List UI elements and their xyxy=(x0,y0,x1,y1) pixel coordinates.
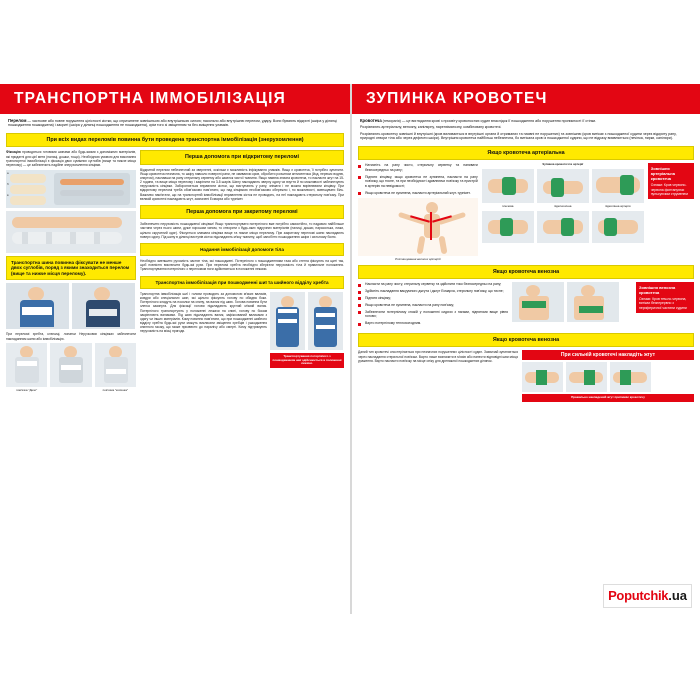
venous-photo-1 xyxy=(512,282,564,322)
brand-tld: .ua xyxy=(668,588,687,603)
closed-fracture-title: Перша допомога при закритому переломі xyxy=(140,205,344,219)
arm-sling-photos xyxy=(6,283,136,329)
right-intro xyxy=(352,114,700,143)
right-intro-p2: Розрізняють артеріальну, венозну, капілярну, паренхіматозну, комбіновану кровотечі. xyxy=(360,125,502,130)
arterial-list xyxy=(358,163,478,195)
arterial-photo-2 xyxy=(537,169,589,203)
needed-help-text: Необхідно зменшити рухомість частин тіла, які пошкоджені. Потерпілого з пошкодженнями таза або стегна фіксують на щиті так, щоб повністю виключити будь-які рухи. При переломі хребта необхідно зберігати нерухомість тіла й правильне положення. Транспортування потерпілого з переломом ноги здійснюється в положенні лежачи. xyxy=(140,259,344,272)
arterial-photos-row2 xyxy=(482,211,644,243)
closed-fracture-text: Забезпечити нерухомість пошкодженої кінцівки! Якщо транспортувати потерпілого вже потрібно самостійно, то надаємо найбільше частини через нього шини, дуже хорошим чином, то створити з будь-яких підручних матеріалів (палиці, дошки, парасолька, лижи, щільно скручений одяг). Фіксується зламана кінцівка вище та нижче місця перелому. При закритому переломі шини накладають поверх одягу. Під шину в ділянці виступів кісток підкладають м'яку тканину, щоб запобігти пошкодженню шкіри і сильному болю. xyxy=(140,222,344,239)
list-item: Здійсніть накладання вакуумного джгута і джгут Есмарха, стерильну пов'язку, що тисне; xyxy=(358,289,508,293)
list-item: Варто потерпілому теплохолодним. xyxy=(358,321,508,325)
venous-list xyxy=(358,282,508,325)
venous-title-2: Якщо кровотеча венозна xyxy=(358,333,694,347)
artery-scheme xyxy=(358,198,478,256)
transport-title: Транспортна іммобілізація при пошкодженні шиї та шийного відділу хребта xyxy=(140,276,344,290)
venous-text-2: Даний тип кровотечі спостерігається при незначних порушеннях цілісності судин. Зазвичай зупиняється через накладання стерильної пов'язки. Варто лише визначити в м'язів або нанести відповідні шви місця ураження. Варто накласти пов'язку на місце опіку для дренажної пошкоджених ділянок. xyxy=(358,350,518,363)
bandage-figure-2 xyxy=(50,343,91,387)
left-banner: При всіх видах переломів повинна бути проведена транспортна іммобілізація (знерухомлення) xyxy=(6,133,344,147)
left-title: ТРАНСПОРТНА ІММОБІЛІЗАЦІЯ xyxy=(14,90,287,107)
stretcher-note: При переломі хребта, ключиці, лопатки Неручкових кінцівках забезпечити накладанням шини або іммобілізацію. xyxy=(6,332,136,341)
arterial-photos-row1 xyxy=(482,169,644,203)
needed-help-title: Надання іммобілізації допомоги тіла xyxy=(140,243,344,257)
list-item: Якщо кровотеча не зупинена, накласти артеріальний жгут-турнікет. xyxy=(358,191,478,195)
arterial-photo-label-3: підколінна артерія xyxy=(604,204,631,209)
venous-photo-2 xyxy=(567,282,619,322)
open-fracture-title: Перша допомога при відкритому переломі xyxy=(140,150,344,164)
bandage-figures xyxy=(6,343,136,387)
external-venous-note xyxy=(636,282,694,313)
list-item: Підняти кінцівку; xyxy=(358,296,508,300)
arterial-photo-label-2: підключична xyxy=(553,204,572,209)
bone-fracture-illustration xyxy=(6,170,136,208)
fix-note2: Транспортна шина повинна фіксувати не менше двох суглобів, поряд з якими знаходиться перелом (вище та нижче місця перелому). xyxy=(6,256,136,281)
venous-title: Якщо кровотеча венозна xyxy=(358,265,694,279)
tourniquet-photo-2 xyxy=(566,362,607,392)
arterial-photo-6 xyxy=(592,211,644,243)
bandage-figure-3 xyxy=(95,343,136,387)
tourniquet-photos xyxy=(522,362,694,392)
neck-immobilization-photos xyxy=(270,292,344,350)
left-intro-text: — часткове або повне порушення цілісності кістки, що спричинене зовнішньою або внутрішньою силою; насильно або внутрішню перелом, удару. Вони бувають відкриті (шкіра у ділянці пошкодження пошкоджена) і закриті (шкіра у ділянці пошкодження не пошкоджена), крім того зі зміщенням та без зміщення уламків. xyxy=(8,119,337,128)
arterial-title: Якщо кровотеча артеріальна xyxy=(358,146,694,160)
bone-label-a: а xyxy=(7,170,9,175)
tourniquet-title: При сильній кровотечі накладіть жгут xyxy=(522,350,694,360)
brand-name: Poputchik xyxy=(608,588,669,603)
left-sub-column-2 xyxy=(140,150,344,392)
list-item: Підняти кінцівку, якщо кровотеча не зупинена, накласти на рану пов'язку, що тисне, та при необхідності здавлюючи пов'язку та пристрій в артерію на невідомості; xyxy=(358,175,478,188)
arterial-photo-5 xyxy=(537,211,589,243)
capillary-section xyxy=(352,350,700,402)
left-intro-lead: Перелом xyxy=(8,118,27,123)
list-item: Накласти на рану чисту, стерильну серветку та здійснити тиск безпосередньо на рану; xyxy=(358,282,508,286)
arterial-caption: Зупинка кровотечі в артерії xyxy=(542,162,584,167)
tourniquet-note: Правильно накладений жгут припиняє кровотечу xyxy=(522,394,694,402)
neck-photo-2 xyxy=(308,292,343,350)
fix-note-text: проводяться готовими шинами або будь-якими з допоміжних матеріалів, які придатні для цієї мети (палиці, дошки, тощо). Необхідною умовою для виконання транспортної іммобілізації є фіксація двох суміжних суглобів (вище та нижче місця перелому) — це забезпечить надійне знерухомлення кінцівки. xyxy=(6,150,136,167)
right-intro-text: (геморагія) — це виглядання крові з просвіту кровоносних судин внаслідок її пошкодження або порушення проникності її стінки. xyxy=(381,119,597,123)
venous-photos xyxy=(512,282,632,322)
list-item: Якщо кровотеча не зупинена, накласти на рану пов'язку; xyxy=(358,303,508,307)
left-sub-column xyxy=(6,150,136,392)
right-intro-lead: Кровотеча xyxy=(360,118,382,123)
fix-note-title: Фіксацію xyxy=(6,150,21,155)
brand-logo xyxy=(603,584,692,608)
tourniquet-photo-3 xyxy=(610,362,651,392)
vest-label-b: пов'язка "косинка" xyxy=(102,387,128,392)
right-intro-p3: Розрізняють кровотечу зовнішні й внутрішні (кров виливається в внутрішні органи й отриманих та наявні не порушених) та зовнішню (кров витікає з пошкодженої судини через відкриту рану, природні отвори тіла або через дефекти шкіри). Внутрішня кровотеча найбільш небезпечна, бо витікала кров із пошкодженої судини, що не відразу виявляється (печінка, нирки, капіляри). xyxy=(360,131,677,141)
arterial-photo-label-1: плечова xyxy=(502,204,514,209)
arterial-photo-3 xyxy=(592,169,644,203)
artery-scheme-caption: Розташування великих артерій xyxy=(395,256,441,261)
leg-splint-photo xyxy=(6,211,136,253)
transport-text: Транспортна іммобілізація шиї і голови проводять за допомогою м'яких валиків, ковдри або спеціальних шин, які щільно фіксують голову по обидва боки. Потерпілого кладуть на носилки на спину, на валик під шию. Голова повинна бути злегка закинута. Для фіксації голови підкладають круглий м'який валик. Потерпілого транспортують у положенні лежачи на спині, голову по бокам закріпляють валиками. Під шию підкладають валик, зафіксований валиками з одягу чи інших матеріалів. Кому повинно пам'ятати, що при пошкодженні шийного відділу хребта будь-які рухи можуть викликати зміщення хребців і ушкодження спинного мозку, що може призвести до паралічу або смерті. Кому підтримують нерухомість на місці пригоди. xyxy=(140,292,267,334)
fix-note xyxy=(6,150,136,166)
tourniquet-photo-1 xyxy=(522,362,563,392)
arm-sling-photo-1 xyxy=(6,283,69,329)
external-arterial-note-text: Ознаки: Кров червоно-червона фонтануючи пульсуючим струменем xyxy=(650,183,688,196)
list-item: Натисніть на рану чисто, стерильну серветку та напивати безпосередньо на рану; xyxy=(358,163,478,172)
right-title: ЗУПИНКА КРОВОТЕЧ xyxy=(366,90,548,107)
venous-section xyxy=(352,282,700,328)
arm-sling-photo-2 xyxy=(72,283,135,329)
external-arterial-note xyxy=(648,163,694,199)
arterial-photo-4 xyxy=(482,211,534,243)
left-header xyxy=(0,84,350,114)
bandage-figure-1 xyxy=(6,343,47,387)
bone-label-c: в xyxy=(7,192,9,197)
left-column xyxy=(0,84,352,614)
transport-caption: Транспортування потерпілого з пошкодженням шиї здійснюється в положенні лежачи. xyxy=(270,353,344,368)
neck-photo-1 xyxy=(270,292,305,350)
poster xyxy=(0,84,700,614)
left-intro xyxy=(0,114,350,130)
left-body xyxy=(0,150,350,392)
open-fracture-text: Відкритий перелом небезпечний за зверненні, оскільки є можливість інфікування уламків. Якщо є кровотеча, її потрібно зупинити. Якщо кровотеча незначна, то шкіру навколо поверхні рани, не змиваючи кров, обробити розчином антисептика (йод, перекис водню, спиртом), наклавши на рану стерильну серветку або шматок чистої тканини. Якщо наявна значна кровотеча, то накласти жгут на 15-2 години, та вище місця перелому і закріпити на 3-5 шарів. Шину накладають зверху одягу чи взуття й по можливості забезпечують нерухомість кінцівки. Забороняється вправляти кістки, що виступають у рану, знімати і не можна вирівнювати кінцівку. При відкритому переломі треба обов'язково пам'ятати, що над кінцівкою необов'язково обережно і, по можливості, зменшувати біль. Важливо пам'ятати, що на транспортній іммобілізації вправлення кісток не проводять, на неї накладають стерильну пов'язку. При великій кровотечі накладають жгут, зазначені Есмарха або турнікет. xyxy=(140,167,344,201)
external-arterial-note-title: Зовнішня артеріальна кровотеча xyxy=(650,166,675,182)
vest-label-a: пов'язка "Дезо" xyxy=(16,387,38,392)
arterial-section xyxy=(352,163,700,261)
arterial-photo-1 xyxy=(482,169,534,203)
external-venous-note-title: Зовнішня венозна кровотеча xyxy=(639,285,676,296)
bone-label-b: б xyxy=(7,181,9,186)
right-header xyxy=(352,84,700,114)
list-item: Забезпечити потерпілому спокій у положенні сидячи з нагами, піднятими вище рівня голови; xyxy=(358,310,508,319)
external-venous-note-text: Ознаки: Кров тем-но-червона, витікає безперервно з периферичної частини судини xyxy=(639,297,687,310)
right-column xyxy=(352,84,700,614)
